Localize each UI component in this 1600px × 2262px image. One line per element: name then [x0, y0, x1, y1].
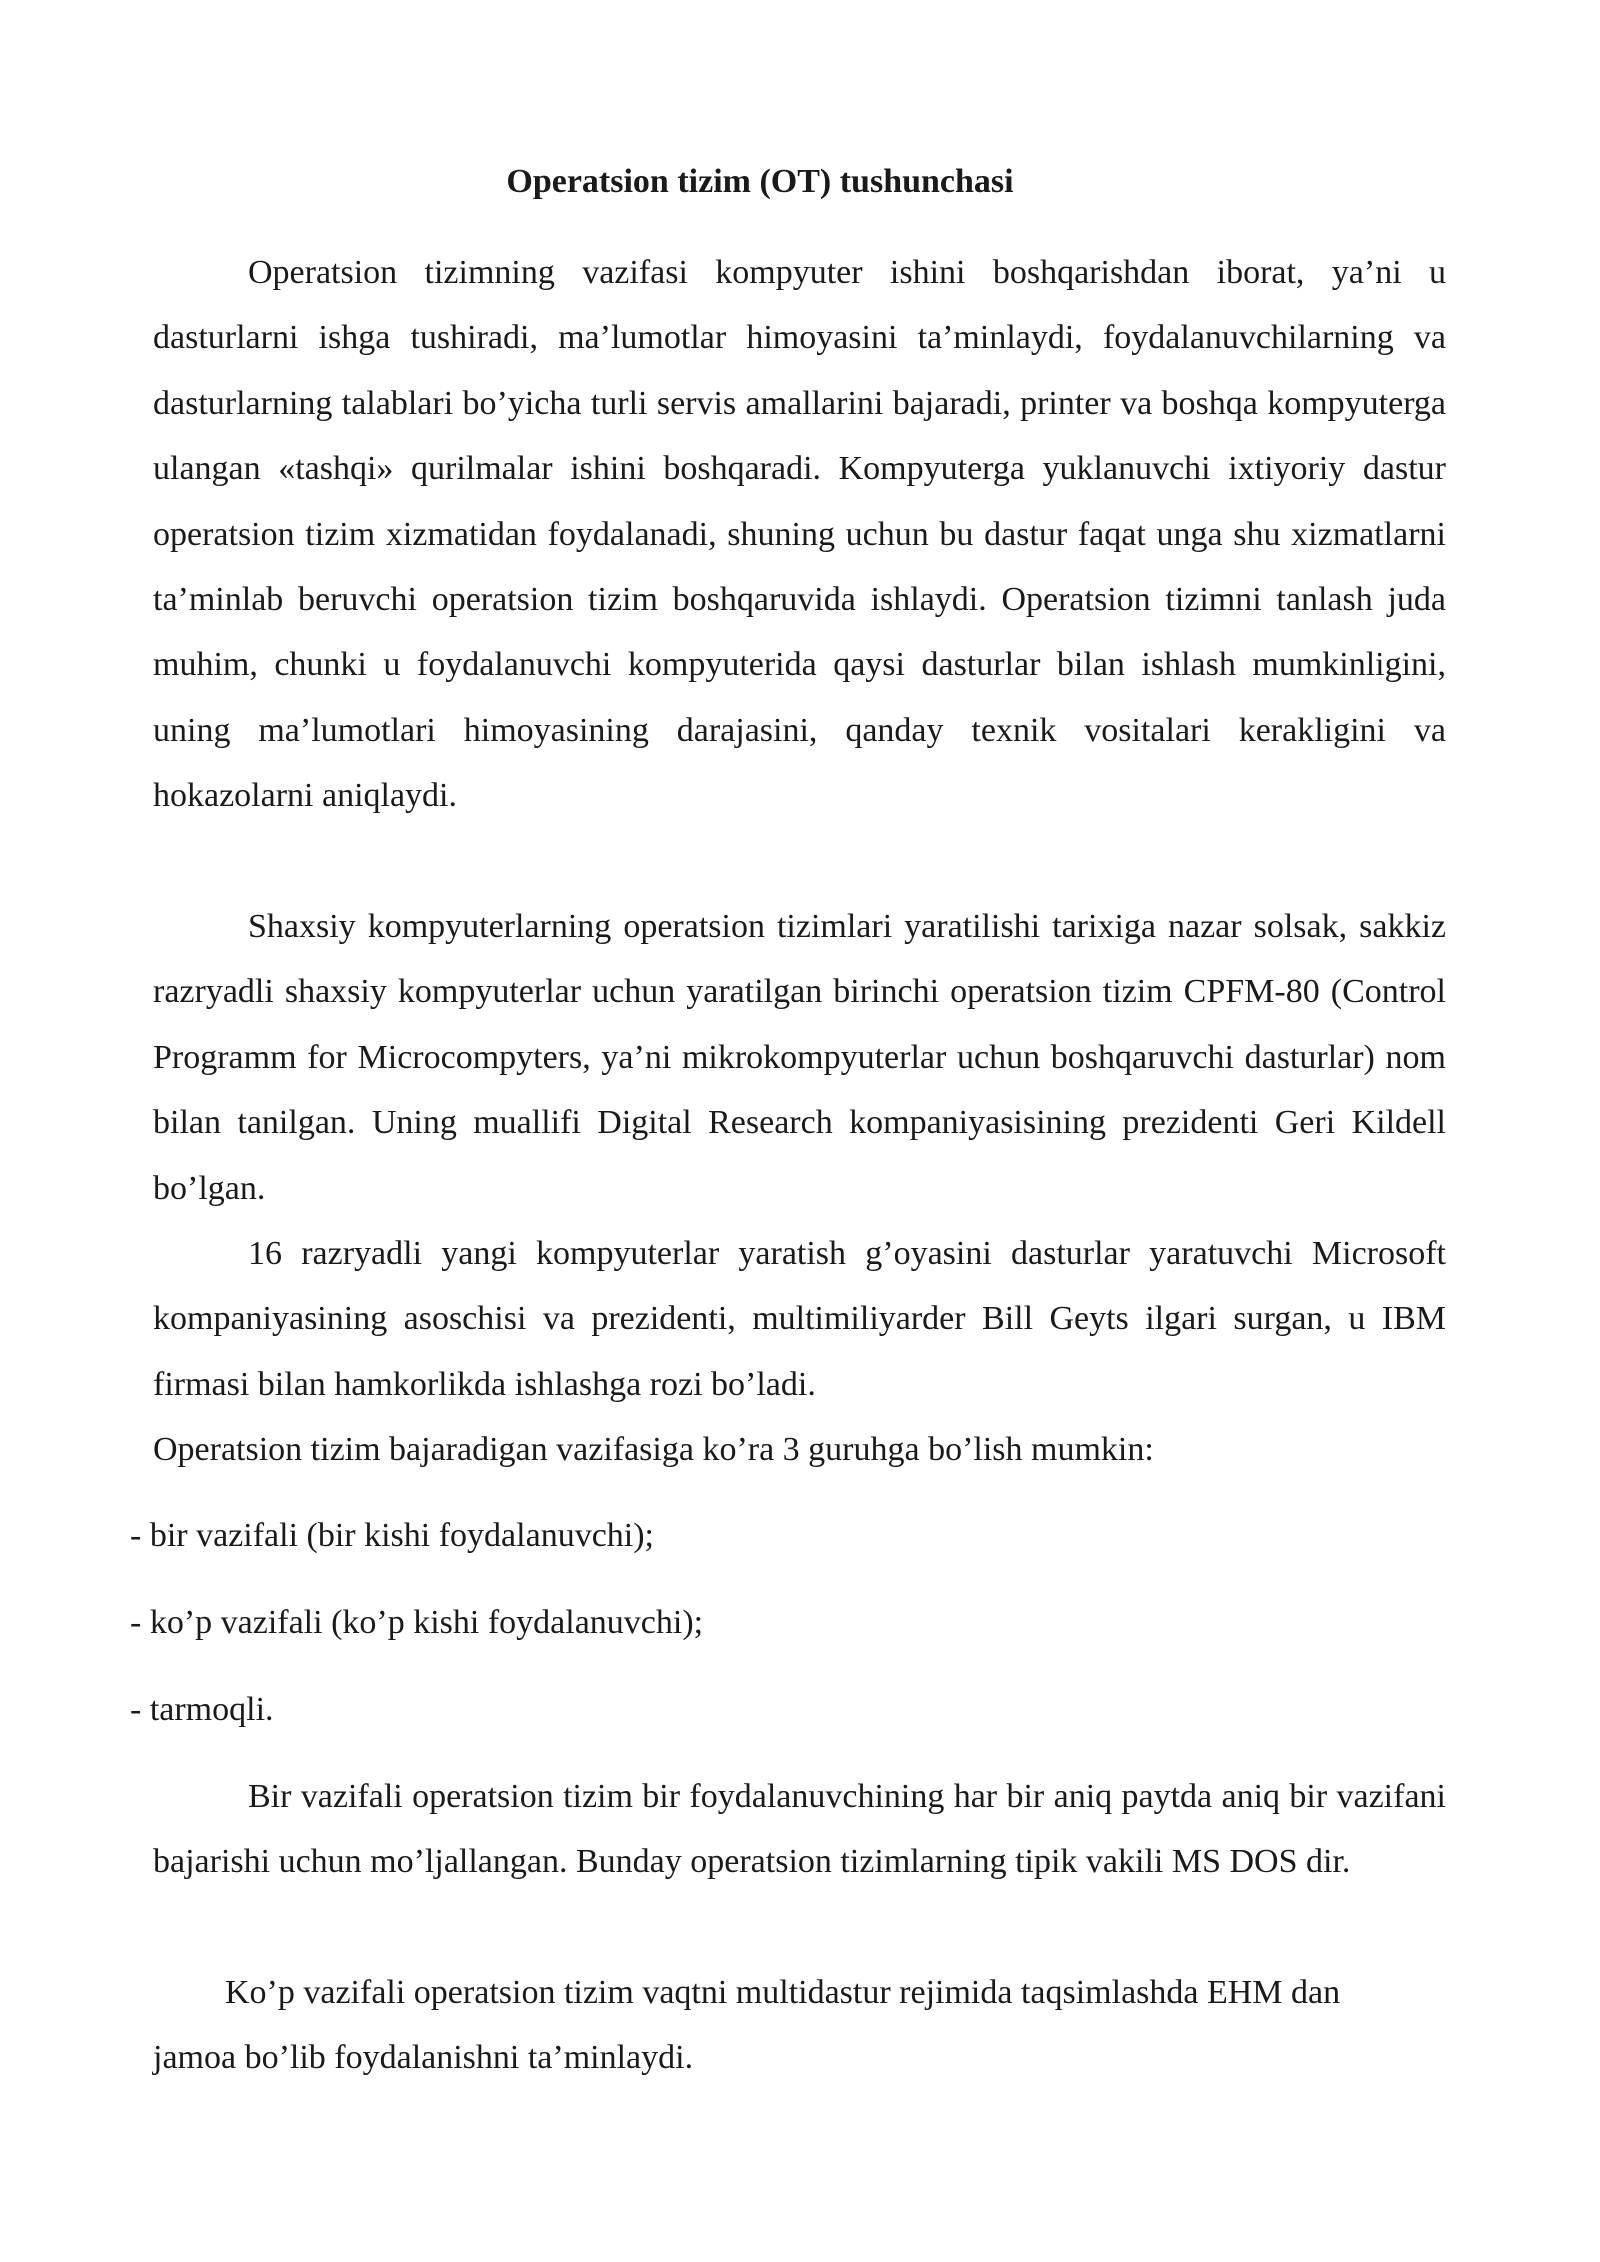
list-item: - ko’p vazifali (ko’p kishi foydalanuvchi);: [130, 1604, 704, 1641]
paragraph-os-groups: Operatsion tizim bajaradigan vazifasiga ko’ra 3 guruhga bo’lish mumkin:: [153, 1431, 1154, 1468]
list-item: - bir vazifali (bir kishi foydalanuvchi);: [130, 1517, 654, 1554]
paragraph-os-history: Shaxsiy kompyuterlarning operatsion tizimlari yaratilishi tarixiga nazar solsak, sakkiz razryadli shaxsiy kompyuterlar uchun yaratilgan birinchi operatsion tizim CPFM-80 (Control Programm for Microcompyters, ya’ni mikrokompyuterlar uchun boshqaruvchi dasturlar) nom bilan tanilgan. Uning muallifi Digital Research kompaniyasisining prezidenti Geri Kildell bo’lgan.: [153, 908, 1446, 1207]
paragraph-single-task: Bir vazifali operatsion tizim bir foydalanuvchining har bir aniq paytda aniq bir vazifani bajarishi uchun mo’ljallangan. Bunday operatsion tizimlarning tipik vakili MS DOS dir.: [153, 1778, 1446, 1881]
document-title: Operatsion tizim (OT) tushunchasi: [506, 163, 1014, 200]
paragraph-16-bit: 16 razryadli yangi kompyuterlar yaratish g’oyasini dasturlar yaratuvchi Microsoft kompaniyasining asoschisi va prezidenti, multimiliyarder Bill Geyts ilgari surgan, u IBM firmasi bilan hamkorlikda ishlashga rozi bo’ladi.: [153, 1235, 1446, 1403]
list-item: - tarmoqli.: [130, 1691, 274, 1728]
paragraph-multi-task: Ko’p vazifali operatsion tizim vaqtni multidastur rejimida taqsimlashda EHM dan jamoa bo’lib foydalanishni ta’minlaydi.: [153, 1974, 1341, 2077]
paragraph-os-purpose: Operatsion tizimning vazifasi kompyuter ishini boshqarishdan iborat, ya’ni u dasturlarni ishga tushiradi, ma’lumotlar himoyasini ta’minlaydi, foydalanuvchilarning va dasturlarning talablari bo’yicha turli servis amallarini bajaradi, printer va boshqa kompyuterga ulangan «tashqi» qurilmalar ishini boshqaradi. Kompyuterga yuklanuvchi ixtiyoriy dastur operatsion tizim xizmatidan foydalanadi, shuning uchun bu dastur faqat unga shu xizmatlarni ta’minlab beruvchi operatsion tizim boshqaruvida ishlaydi. Operatsion tizimni tanlash juda muhim, chunki u foydalanuvchi kompyuterida qaysi dasturlar bilan ishlash mumkinligini, uning ma’lumotlari himoyasining darajasini, qanday texnik vositalari kerakligini va hokazolarni aniqlaydi.: [153, 254, 1446, 815]
